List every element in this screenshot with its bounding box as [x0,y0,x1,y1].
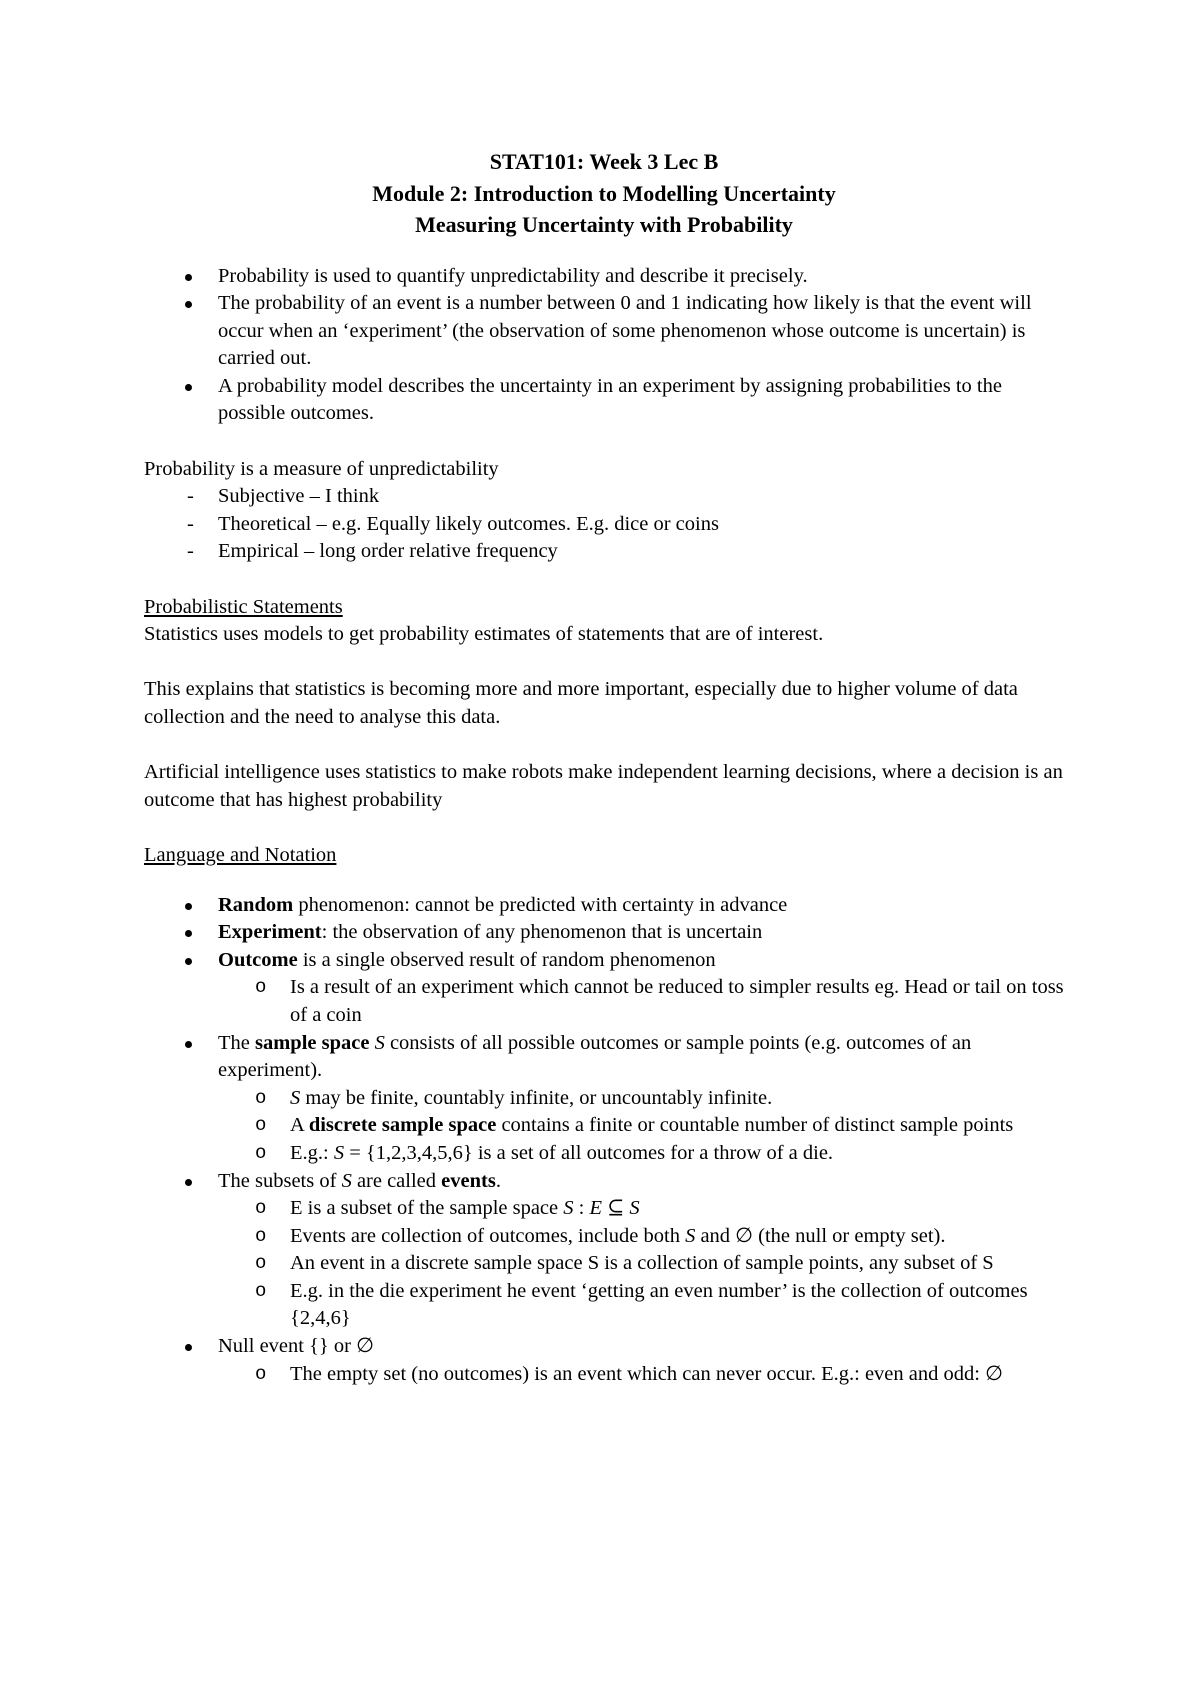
intro-bullet: A probability model describes the uncertainty in an experiment by assigning probabilities to the possible outcomes. [144,373,1064,428]
sub-item: o E is a subset of the sample space S : E ⊆ S [217,1195,1064,1223]
sub-item: o The empty set (no outcomes) is an event which can never occur. E.g.: even and odd: ∅ [217,1361,1064,1389]
sub-item: o Events are collection of outcomes, include both S and ∅ (the null or empty set). [217,1223,1064,1251]
term: Random [218,893,294,916]
measure-list [144,483,1064,566]
measure-heading: Probability is a measure of unpredictability [144,457,499,480]
sub-item: o E.g.: S = {1,2,3,4,5,6} is a set of all outcomes for a throw of a die. [217,1140,1064,1168]
term: events [441,1169,496,1192]
notation-bullet-list [144,892,1064,1389]
null-event-bullet: Null event {} or ∅ o The empty set (no outcomes) is an event which can never occur. E.g.: even and odd: ∅ [144,1333,1064,1388]
term: Experiment [218,921,322,944]
title-block [144,146,1064,241]
prob-statements-heading: Probabilistic Statements [144,595,343,618]
sub-list [218,1195,1064,1333]
term: Outcome [218,948,298,971]
outcome-bullet: Outcome is a single observed result of random phenomenon o Is a result of an experiment which cannot be reduced to simpler results eg. Head or tail on toss of a coin [144,947,1064,1030]
experiment-bullet: Experiment: the observation of any phenomenon that is uncertain [144,919,1064,947]
document-page [144,146,1064,1388]
section-title: Measuring Uncertainty with Probability [415,212,793,237]
sub-item: o E.g. in the die experiment he event ‘getting an even number’ is the collection of outcomes {2,4,6} [217,1278,1064,1333]
sub-item: o Is a result of an experiment which cannot be reduced to simpler results eg. Head or tail on toss of a coin [217,974,1064,1029]
paragraph: Artificial intelligence uses statistics to make robots make independent learning decisions, where a decision is an outcome that has highest probability [144,761,1063,811]
measure-item: - Theoretical – e.g. Equally likely outcomes. E.g. dice or coins [144,511,1064,539]
notation-heading: Language and Notation [144,843,337,866]
sample-space-bullet: The sample space S consists of all possible outcomes or sample points (e.g. outcomes of an experiment). o S may be finite, countably infinite, or uncountably infinite. o A discrete sample space contains a finite or countable number of distinct sample points o E.g.: S = {1,2,3,4,5,6} is a set of all outcomes for a throw of a die. [144,1030,1064,1168]
sub-list [218,974,1064,1029]
measure-item: - Subjective – I think [144,483,1064,511]
sub-list [218,1361,1064,1389]
intro-bullet: Probability is used to quantify unpredictability and describe it precisely. [144,263,1064,291]
events-bullet: The subsets of S are called events. o E is a subset of the sample space S : E ⊆ S o Events are collection of outcomes, include both S and ∅ (the null or empty set). o An event in a discrete sample space S is a collection of sample points, any subset of S o E.g. in the die experiment he event ‘getting an even number’ is the collection of outcomes {2,4,6} [144,1168,1064,1334]
module-title: Module 2: Introduction to Modelling Uncertainty [372,180,836,206]
sub-list [218,1085,1064,1168]
measure-item: - Empirical – long order relative frequency [144,538,1064,566]
course-title: STAT101: Week 3 Lec B [489,149,719,174]
sub-item: o S may be finite, countably infinite, or uncountably infinite. [217,1085,1064,1113]
sub-item: o An event in a discrete sample space S is a collection of sample points, any subset of S [217,1250,1064,1278]
random-bullet: Random phenomenon: cannot be predicted with certainty in advance [144,892,1064,920]
sub-item: o A discrete sample space contains a finite or countable number of distinct sample points [217,1112,1064,1140]
paragraph: Statistics uses models to get probability estimates of statements that are of interest. [144,623,824,646]
intro-bullet: The probability of an event is a number between 0 and 1 indicating how likely is that the event will occur when an ‘experiment’ (the observation of some phenomenon whose outcome is uncertain) is carried out. [144,290,1064,373]
intro-bullet-list [144,263,1064,429]
term: sample space [255,1031,370,1054]
paragraph: This explains that statistics is becoming more and more important, especially due to higher volume of data collection and the need to analyse this data. [144,678,1018,728]
